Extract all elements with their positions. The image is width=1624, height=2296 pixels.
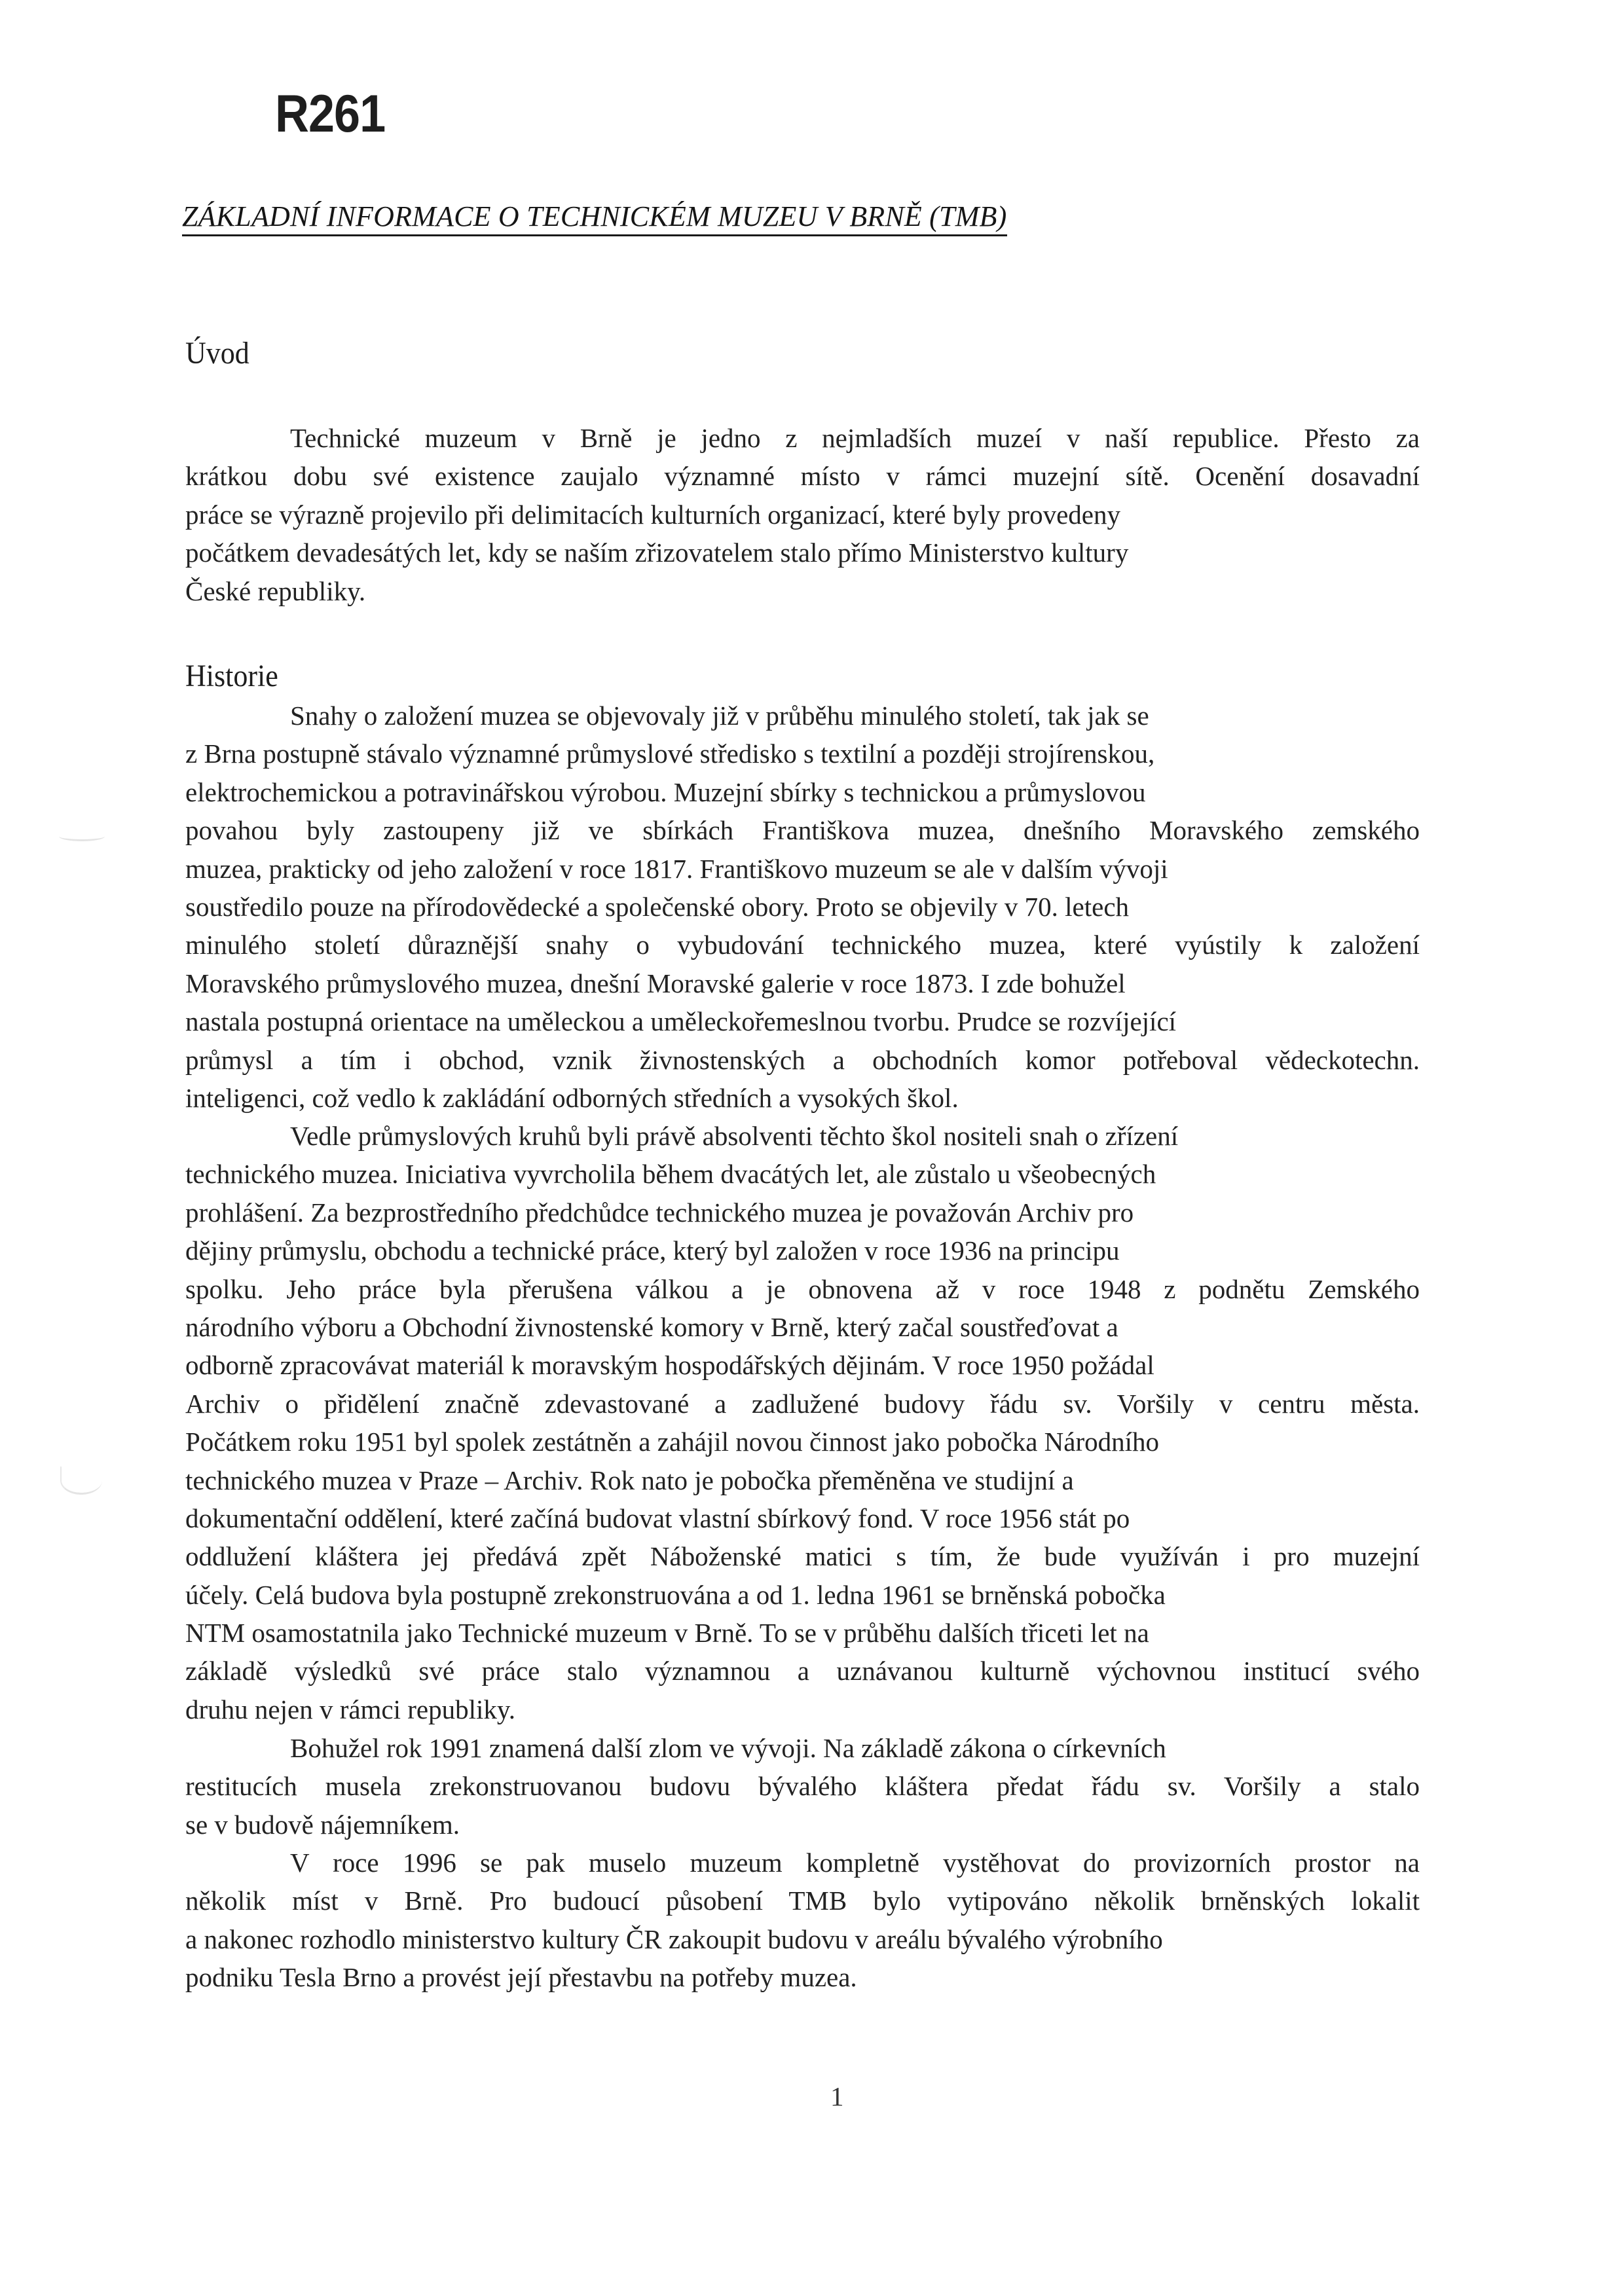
document-title: ZÁKLADNÍ INFORMACE O TECHNICKÉM MUZEU V BRNĚ (TMB) — [182, 200, 1007, 236]
paragraph-historie-2 — [185, 1117, 1420, 1728]
text-line: počátkem devadesátých let, kdy se naším zřizovatelem stalo přímo Ministerstvo kultury — [185, 538, 1129, 568]
text-line: minulého století důraznější snahy o vybudování technického muzea, které vyústily k založení — [185, 930, 1420, 960]
section-heading-historie: Historie — [185, 659, 278, 693]
text-line: krátkou dobu své existence zaujalo významné místo v rámci muzejní sítě. Ocenění dosavadní — [185, 461, 1420, 492]
text-line: povahou byly zastoupeny již ve sbírkách Františkova muzea, dnešního Moravského zemského — [185, 815, 1420, 846]
text-line: Archiv o přidělení značně zdevastované a zadlužené budovy řádu sv. Voršily v centru města. — [185, 1388, 1420, 1419]
page-number: 1 — [830, 2081, 844, 2111]
text-line: NTM osamostatnila jako Technické muzeum v Brně. To se v průběhu dalších třiceti let na — [185, 1618, 1149, 1649]
paragraph-historie-4 — [185, 1844, 1420, 1997]
text-line: účely. Celá budova byla postupně zrekonstruována a od 1. ledna 1961 se brněnská pobočka — [185, 1579, 1166, 1610]
text-line: dokumentační oddělení, které začíná budovat vlastní sbírkový fond. V roce 1956 stát po — [185, 1503, 1130, 1533]
text-line: z Brna postupně stávalo významné průmyslové středisko s textilní a později strojírenskou, — [185, 738, 1155, 769]
text-line: Technické muzeum v Brně je jedno z nejmladších muzeí v naší republice. Přesto za — [290, 423, 1420, 453]
text-line: technického muzea. Iniciativa vyvrcholila během dvacátých let, ale zůstalo u všeobecných — [185, 1159, 1156, 1190]
text-line: České republiky. — [185, 575, 366, 606]
scan-artifact — [59, 831, 105, 841]
text-line: elektrochemickou a potravinářskou výrobou. Muzejní sbírky s technickou a průmyslovou — [185, 776, 1146, 807]
text-line: Bohužel rok 1991 znamená další zlom ve vývoji. Na základě zákona o církevních — [290, 1733, 1166, 1763]
paragraph-uvod-1 — [185, 419, 1420, 610]
text-line: Vedle průmyslových kruhů byli právě absolventi těchto škol nositeli snah o zřízení — [290, 1121, 1179, 1151]
text-line: odborně zpracovávat materiál k moravským hospodářských dějinám. V roce 1950 požádal — [185, 1350, 1154, 1381]
text-line: podniku Tesla Brno a provést její přestavbu na potřeby muzea. — [185, 1962, 857, 1993]
text-line: několik míst v Brně. Pro budoucí působení TMB bylo vytipováno několik brněnských lokalit — [185, 1886, 1420, 1916]
text-line: V roce 1996 se pak muselo muzeum kompletně vystěhovat do provizorních prostor na — [290, 1848, 1420, 1878]
text-line: spolku. Jeho práce byla přerušena válkou a je obnovena až v roce 1948 z podnětu Zemského — [185, 1273, 1420, 1304]
paragraph-historie-3 — [185, 1729, 1420, 1844]
text-line: Počátkem roku 1951 byl spolek zestátněn a zahájil novou činnost jako pobočka Národního — [185, 1427, 1160, 1457]
text-line: prohlášení. Za bezprostředního předchůdce technického muzea je považován Archiv pro — [185, 1197, 1134, 1228]
text-line: restitucích musela zrekonstruovanou budovu bývalého kláštera předat řádu sv. Voršily a stalo — [185, 1771, 1420, 1802]
text-line: soustředilo pouze na přírodovědecké a společenské obory. Proto se objevily v 70. letech — [185, 891, 1130, 922]
paragraph-historie-1 — [185, 697, 1420, 1117]
text-line: průmysl a tím i obchod, vznik živnostenských a obchodních komor potřeboval vědeckotechn. — [185, 1044, 1420, 1075]
text-line: muzea, prakticky od jeho založení v roce 1817. Františkovo muzeum se ale v dalším vývoji — [185, 853, 1168, 884]
text-line: nastala postupná orientace na uměleckou a uměleckořemeslnou tvorbu. Prudce se rozvíjející — [185, 1006, 1177, 1037]
scan-artifact — [60, 1467, 102, 1495]
text-line: oddlužení kláštera jej předává zpět Náboženské matici s tím, že bude využíván i pro muzejní — [185, 1541, 1420, 1572]
text-line: základě výsledků své práce stalo významnou a uznávanou kulturně výchovnou institucí svého — [185, 1656, 1420, 1686]
text-line: Moravského průmyslového muzea, dnešní Moravské galerie v roce 1873. I zde bohužel — [185, 968, 1126, 998]
document-code: R261 — [275, 84, 386, 143]
text-line: se v budově nájemníkem. — [185, 1809, 460, 1840]
section-heading-uvod: Úvod — [185, 336, 249, 371]
text-line: druhu nejen v rámci republiky. — [185, 1694, 515, 1724]
text-line: práce se výrazně projevilo při delimitacích kulturních organizací, které byly provedeny — [185, 499, 1120, 530]
text-line: Snahy o založení muzea se objevovaly již v průběhu minulého století, tak jak se — [290, 701, 1149, 731]
text-line: dějiny průmyslu, obchodu a technické práce, který byl založen v roce 1936 na principu — [185, 1235, 1120, 1266]
text-line: národního výboru a Obchodní živnostenské komory v Brně, který začal soustřeďovat a — [185, 1311, 1118, 1342]
text-line: a nakonec rozhodlo ministerstvo kultury ČR zakoupit budovu v areálu bývalého výrobního — [185, 1923, 1163, 1954]
text-line: technického muzea v Praze – Archiv. Rok nato je pobočka přeměněna ve studijní a — [185, 1465, 1074, 1495]
text-line: inteligenci, což vedlo k zakládání odborných středních a vysokých škol. — [185, 1082, 959, 1113]
